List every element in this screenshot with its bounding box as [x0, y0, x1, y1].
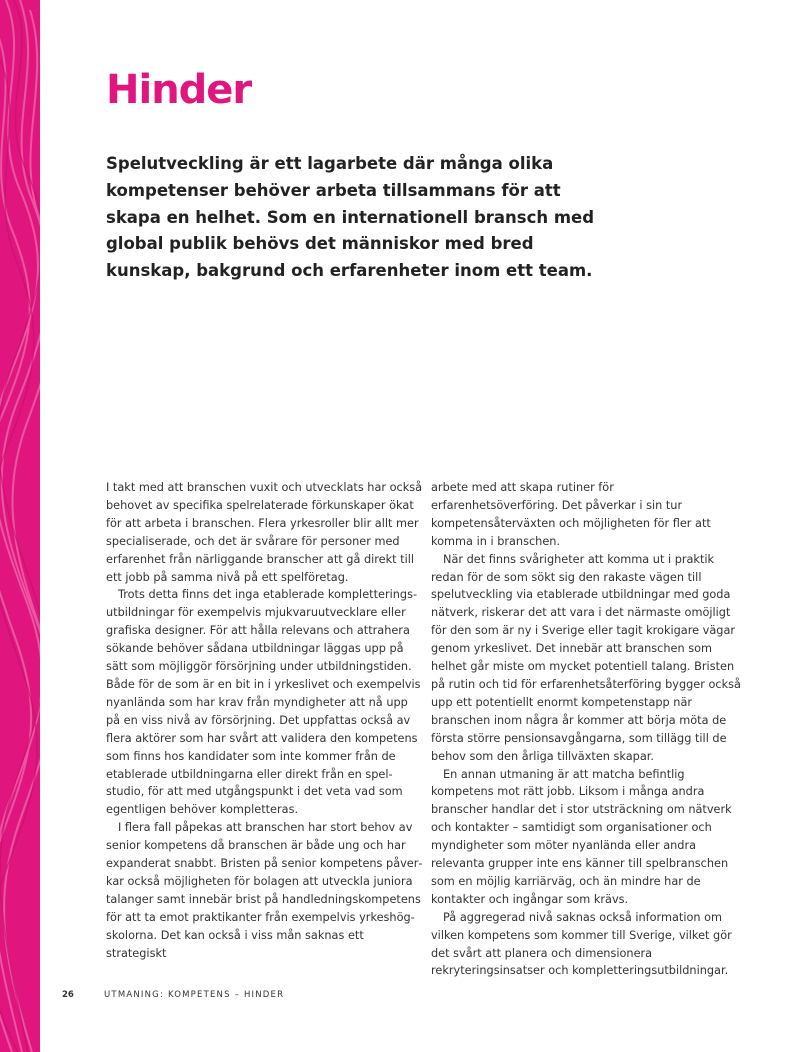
page-title: Hinder	[106, 67, 252, 113]
body-paragraph: På aggregerad nivå saknas också information om vilken kompetens som kommer till Sverige, vilket gör det svårt att planera och dimensionera rekryteringsinsatser och kompletteringsutbildningar.	[431, 910, 732, 978]
body-paragraph: När det finns svårigheter att komma ut i praktik redan för de som sökt sig den rakaste vägen till spelutveckling via etablerade utbildningar med goda nätverk, riskerar det att vara i det närmaste omöjligt för den som är ny i Sverige eller tagit krokigare vägar genom yrkeslivet. Det innebär att branschen som helhet går miste om mycket potentiell talang. Bristen på rutin och tid för erfarenhetsåterföring bygger också upp ett potentiellt enormt kompetenstapp när branschen inom några år kommer att börja möta de första större pensionsavgångarna, som tillägg till de behov som den årliga tillväxten skapar.	[431, 552, 741, 763]
body-column-left	[106, 479, 424, 962]
body-paragraph: Trots detta finns det inga etablerade kompletteringsutbildningar för exempelvis mjukvaruutvecklare eller grafiska designer. För att hålla relevans och attrahera sökande behöver sådana utbildningar läggas upp på sätt som möjliggör försörjning under utbildningstiden. Både för de som är en bit in i yrkeslivet och exempelvis nyanlända som har krav från myndigheter att nå upp på en viss nivå av försörjning. Det uppfattas också av flera aktörer som har svårt att validera den kompetens som finns hos kandidater som inte kommer från de etablerade utbildningarna eller direkt från en spelstudio, för att med utgångspunkt i det veta vad som egentligen behöver kompletteras.	[106, 588, 421, 817]
decorative-side-band	[0, 0, 40, 1052]
body-paragraph: I takt med att branschen vuxit och utvecklats har också behovet av specifika spelrelaterade förkunskaper ökat för att arbeta i branschen. Flera yrkesroller blir allt mer specialiserade, och det är svårare för personer med erfarenhet från närliggande branscher att gå direkt till ett jobb på samma nivå på ett spelföretag.	[106, 481, 423, 584]
lead-paragraph: Spelutveckling är ett lagarbete där många olika kompetenser behöver arbeta tillsammans för att skapa en helhet. Som en internationell bransch med global publik behövs det människor med bred kunskap, bakgrund och erfarenheter inom ett team.	[106, 154, 595, 281]
body-paragraph: arbete med att skapa rutiner för erfarenhetsöverföring. Det påverkar i sin tur kompetensåterväxten och möjligheten för fler att komma in i branschen.	[431, 481, 711, 548]
wave-pattern-icon	[0, 0, 40, 1052]
body-paragraph: En annan utmaning är att matcha befintlig kompetens mot rätt jobb. Liksom i många andra branscher handlar det i stor utsträckning om nätverk och kontakter – samtidigt som organisationer och myndigheter som möter nyanlända eller andra relevanta grupper inte ens känner till spelbranschen som en möjlig karriärväg, och än mindre har de kontakter och ingångar som krävs.	[431, 767, 732, 906]
page-number: 26	[62, 990, 74, 1000]
body-paragraph: I flera fall påpekas att branschen har stort behov av senior kompetens då branschen är både ung och har expanderat snabbt. Bristen på senior kompetens påverkar också möjligheten för bolagen att utveckla juniora talanger samt innebär brist på handledningskompetens för att ta emot praktikanter från exempelvis yrkeshögskolorna. Det kan också i viss mån saknas ett strategiskt	[106, 821, 423, 960]
body-column-right	[431, 479, 743, 980]
running-head: UTMANING: KOMPETENS – HINDER	[104, 990, 285, 1000]
